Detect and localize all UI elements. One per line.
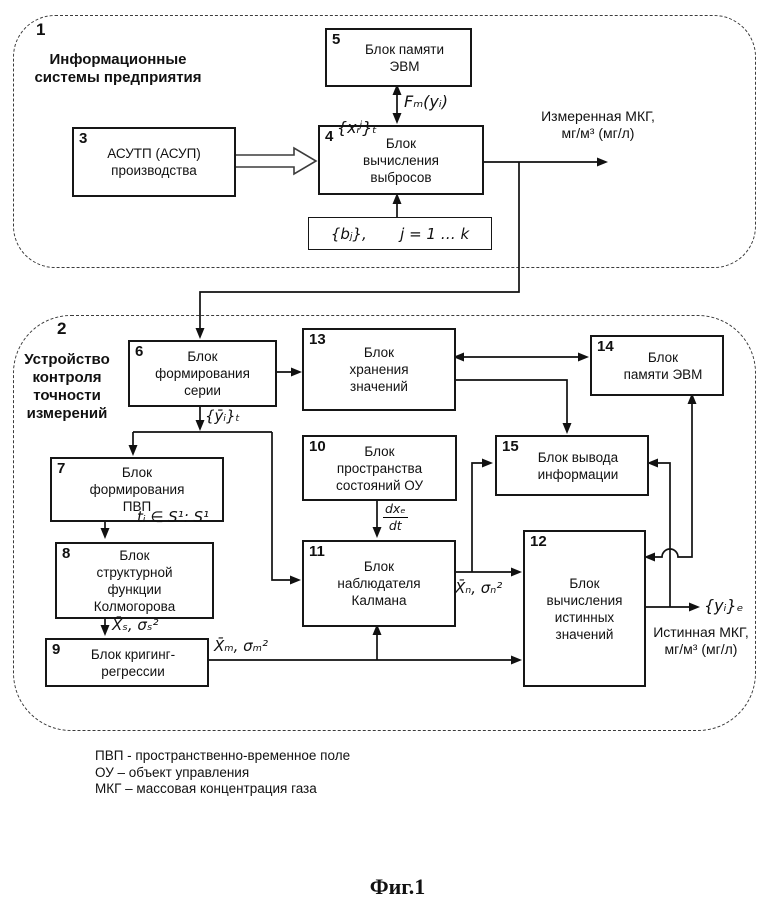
block-10-state-space (302, 435, 457, 501)
block-3-asutp (72, 127, 236, 197)
block-14-computer-memory (590, 335, 724, 396)
block-9-number: 9 (52, 641, 61, 658)
block-3-number: 3 (79, 130, 88, 147)
block-8-label: Блок структурной функции Колмогорова (93, 547, 176, 614)
label-f-memory: Fₘ(yᵢ) (404, 92, 448, 111)
label-xs-sigma: X̄ₛ, σₛ² (112, 616, 159, 634)
container-1-title: Информационные системы предприятия (34, 51, 202, 86)
abbreviation-legend: ПВП - пространственно-временное поле ОУ – объект управления МКГ – массовая концентрация газа (95, 748, 351, 796)
block-15-info-output (495, 435, 649, 496)
block-6-label: Блок формирования серии (155, 349, 250, 398)
block-11-kalman-observer (302, 540, 456, 627)
block-8-number: 8 (62, 545, 71, 562)
block-11-number: 11 (309, 543, 325, 560)
block-6-number: 6 (135, 343, 144, 360)
container-2-number: 2 (57, 319, 67, 338)
block-7-label: Блок формирования ПВП (89, 465, 185, 514)
coefficients-box (308, 217, 492, 250)
label-dxdt-denominator: dt (388, 518, 402, 533)
block-11-label: Блок наблюдателя Калмана (337, 559, 421, 608)
label-dxdt-fraction (383, 502, 408, 533)
coefficients-label: {bⱼ}, j = 1 … k (330, 224, 470, 243)
block-3-label: АСУТП (АСУП) производства (107, 146, 201, 178)
block-6-series-forming (128, 340, 277, 407)
block-14-number: 14 (597, 338, 614, 355)
block-7-number: 7 (57, 460, 66, 477)
block-5-computer-memory (325, 28, 472, 87)
label-dxdt-numerator: dxₑ (385, 501, 406, 516)
container-2-title: Устройство контроля точности измерений (24, 351, 110, 422)
block-12-label: Блок вычисления истинных значений (546, 575, 623, 642)
figure-caption: Фиг.1 (369, 874, 426, 899)
label-measured-output: Измеренная МКГ, мг/м³ (мг/л) (541, 108, 655, 141)
block-15-label: Блок вывода информации (537, 449, 619, 482)
block-15-number: 15 (502, 438, 519, 455)
label-ye-output: {yᵢ}ₑ (704, 596, 744, 615)
block-5-number: 5 (332, 31, 341, 48)
label-t-membership: tᵢ ∈ S¹: S¹ (137, 508, 210, 526)
block-14-label: Блок памяти ЭВМ (623, 349, 703, 382)
block-10-number: 10 (309, 438, 326, 455)
block-12-true-values (523, 530, 646, 687)
block-9-kriging-regression (45, 638, 209, 687)
label-xm-sigma: X̄ₘ, σₘ² (214, 637, 269, 655)
block-4-label: Блок вычисления выбросов (363, 135, 439, 185)
block-13-label: Блок хранения значений (349, 345, 409, 394)
label-y-series: {ȳᵢ}ₜ (205, 407, 241, 425)
block-10-label: Блок пространства состояний ОУ (335, 443, 424, 493)
block-13-number: 13 (309, 331, 326, 348)
block-12-number: 12 (530, 533, 547, 550)
label-x-series: {xᵢʲ}ₜ (336, 118, 378, 137)
container-1-number: 1 (36, 20, 46, 39)
block-13-value-storage (302, 328, 456, 411)
block-4-number: 4 (325, 128, 334, 145)
block-9-label: Блок кригинг- регрессии (90, 646, 176, 679)
label-true-output: Истинная МКГ, мг/м³ (мг/л) (653, 624, 749, 657)
block-5-label: Блок памяти ЭВМ (364, 41, 445, 74)
block-8-kolmogorov-function (55, 542, 214, 619)
label-xn-sigma: X̄ₙ, σₙ² (455, 579, 503, 597)
